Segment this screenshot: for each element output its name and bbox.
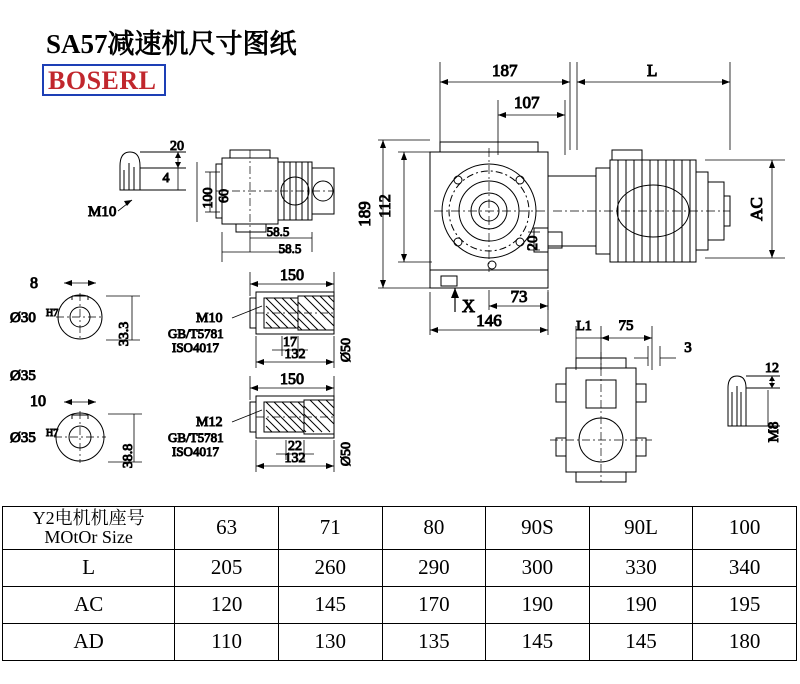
dim-label-X: X [462, 296, 475, 316]
dim-label-L1: L1 [576, 319, 592, 334]
table-row [3, 623, 797, 660]
cell: 190 [589, 586, 693, 623]
dim-label-d35: Ø35 [10, 430, 36, 446]
dim-label-58-5-b: 58.5 [278, 241, 302, 256]
cell: 170 [382, 586, 486, 623]
cell: 145 [589, 623, 693, 660]
hollow-shaft-upper [250, 292, 334, 334]
dim-label-d50-b: Ø50 [339, 441, 354, 467]
cell: 330 [589, 549, 693, 586]
dim-label-150-lower: 150 [280, 371, 304, 388]
dim-label-12: 12 [765, 361, 779, 376]
dim-20-key [175, 152, 181, 168]
cell: 90L [589, 507, 693, 550]
hollow-shaft-lower [250, 396, 334, 438]
dim-label-AC: AC [747, 197, 766, 221]
dim-label-60: 60 [217, 189, 232, 203]
dim-label-100: 100 [201, 187, 216, 209]
row-header-line-1: Y2电机机座号 [32, 508, 145, 528]
cell: 63 [175, 507, 279, 550]
dim-label-20-housing: 20 [525, 235, 541, 251]
dim-label-d35-note: Ø35 [10, 368, 36, 384]
motor-assembly [548, 150, 730, 262]
shaft-30-section [56, 293, 104, 341]
page-title: SA57减速机尺寸图纸 [46, 29, 297, 59]
dim-label-189: 189 [355, 201, 374, 227]
cell: 71 [278, 507, 382, 550]
dim-label-146: 146 [476, 311, 502, 330]
row-header-line-2: MOtOr Size [44, 526, 133, 547]
table-row [3, 507, 797, 550]
dim-label-d50-a: Ø50 [339, 337, 354, 363]
label-M10-left: M10 [88, 204, 117, 220]
dim-label-d30: Ø30 [10, 310, 36, 326]
dim-3 [634, 346, 676, 366]
cell: 340 [693, 549, 797, 586]
cell: 180 [693, 623, 797, 660]
dim-label-75: 75 [618, 318, 634, 334]
leader-M10-left [118, 200, 132, 211]
marker-X [451, 288, 459, 312]
cell: 205 [175, 549, 279, 586]
cell: 130 [278, 623, 382, 660]
dim-label-107: 107 [514, 93, 540, 112]
shaft-35-section [54, 411, 106, 463]
cell: 300 [486, 549, 590, 586]
dim-label-22: 22 [288, 439, 302, 454]
dim-label-17: 17 [283, 335, 297, 350]
dim-label-112: 112 [377, 194, 394, 218]
cell: 120 [175, 586, 279, 623]
cell: 135 [382, 623, 486, 660]
leader-M12-bolt [232, 410, 262, 422]
dim-label-d30-fit: H7 [46, 308, 59, 319]
cell: 195 [693, 586, 797, 623]
dim-112 [398, 152, 432, 262]
dim-label-20-key: 20 [170, 139, 184, 154]
cell: 145 [278, 586, 382, 623]
brand-logo: BOSERL [48, 66, 157, 95]
leader-M10-bolt [232, 306, 262, 318]
dim-label-8: 8 [30, 275, 38, 292]
dim-10-key [64, 399, 96, 405]
cell: 290 [382, 549, 486, 586]
dim-label-4-key: 4 [162, 171, 170, 186]
dim-label-33-3: 33.3 [117, 321, 132, 347]
dim-label-150-upper: 150 [280, 267, 304, 284]
dim-label-132-b: 132 [284, 451, 306, 466]
label-ISO-a: ISO4017 [172, 340, 219, 355]
dim-label-132-a: 132 [284, 347, 306, 362]
label-M10-bolt: M10 [196, 311, 223, 326]
dim-label-d35-fit: H7 [46, 428, 59, 439]
dim-label-38-8: 38.8 [121, 443, 136, 469]
spec-table [2, 506, 797, 661]
dim-AC [705, 160, 785, 258]
cell: 260 [278, 549, 382, 586]
dim-label-M8: M8 [766, 421, 782, 443]
gearbox-small-view [216, 150, 334, 232]
row-header-AD: AD [3, 623, 175, 660]
dim-12-key [769, 376, 775, 388]
table-row [3, 549, 797, 586]
cell: 145 [486, 623, 590, 660]
cell: 90S [486, 507, 590, 550]
label-M12-bolt: M12 [196, 415, 223, 430]
dim-label-3: 3 [684, 340, 692, 356]
dim-8-key [64, 280, 96, 286]
gearbox-housing [430, 142, 562, 288]
cell: 100 [693, 507, 797, 550]
label-GB-b: GB/T5781 [168, 430, 224, 445]
cell: 80 [382, 507, 486, 550]
end-view [550, 352, 652, 482]
dim-label-10: 10 [30, 393, 46, 410]
row-header-AC: AC [3, 586, 175, 623]
cell: 190 [486, 586, 590, 623]
row-header-L: L [3, 549, 175, 586]
dim-label-58-5-a: 58.5 [266, 224, 290, 239]
row-header-motor-size [3, 507, 175, 550]
label-ISO-b: ISO4017 [172, 444, 219, 459]
dim-label-187: 187 [492, 61, 518, 80]
label-GB-a: GB/T5781 [168, 326, 224, 341]
dim-label-73: 73 [510, 287, 528, 306]
dim-label-L: L [647, 61, 658, 80]
table-row [3, 586, 797, 623]
cell: 110 [175, 623, 279, 660]
